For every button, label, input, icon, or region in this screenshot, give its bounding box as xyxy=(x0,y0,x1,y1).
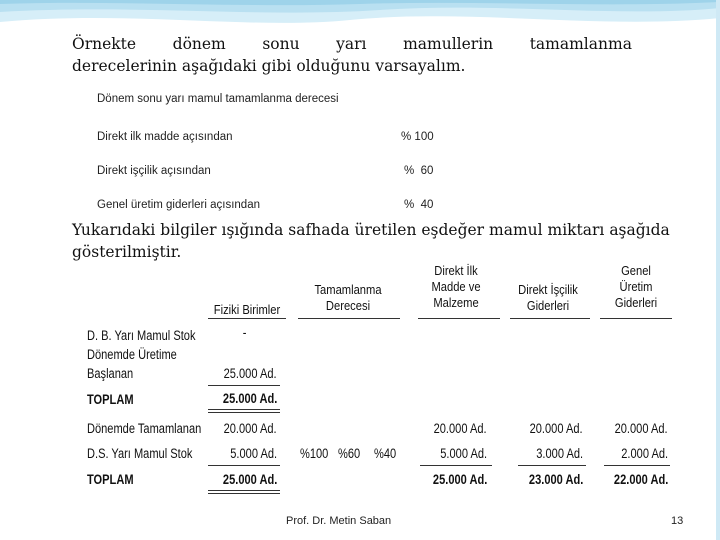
cell-db-fiziki: - xyxy=(242,325,246,340)
cell-ds-derece-3: %40 xyxy=(374,446,397,461)
right-border xyxy=(716,0,720,540)
paragraph-2: Yukarıdaki bilgiler ışığında safhada üretilen eşdeğer mamul miktarı aşağıda gösterilmiştir. xyxy=(72,221,670,261)
rule-fiziki-4a xyxy=(208,490,280,491)
rule-fiziki-2b xyxy=(208,412,280,413)
row-label-db: D. B. Yarı Mamul Stok xyxy=(87,328,196,343)
row-label-tamamlanan: Dönemde Tamamlanan xyxy=(87,421,202,436)
cell-tamam-dimm: 20.000 Ad. xyxy=(434,421,487,436)
rule-gug xyxy=(604,465,670,466)
header-rule-dimm xyxy=(418,318,500,319)
cell-ds-derece-2: %60 xyxy=(338,446,361,461)
degree-label-dimm: Direkt ilk madde açısından xyxy=(97,131,233,143)
header-rule-fiziki xyxy=(208,318,286,319)
degrees-title: Dönem sonu yarı mamul tamamlanma derecesi xyxy=(97,93,339,105)
degree-value-dimm: % 100 xyxy=(401,131,434,143)
intro-line-2: derecelerinin aşağıdaki gibi olduğunu varsayalım. xyxy=(72,57,466,75)
cell-toplam2-dig: 23.000 Ad. xyxy=(528,472,583,487)
rule-fiziki-1 xyxy=(208,385,280,386)
header-fiziki: Fiziki Birimler xyxy=(213,302,281,317)
cell-tamam-dig: 20.000 Ad. xyxy=(530,421,583,436)
cell-ds-fiziki: 5.000 Ad. xyxy=(230,446,277,461)
cell-ds-gug: 2.000 Ad. xyxy=(621,446,668,461)
intro-paragraph xyxy=(72,33,632,77)
cell-toplam2-gug: 22.000 Ad. xyxy=(613,472,668,487)
header-derece: Tamamlanma Derecesi xyxy=(314,282,382,313)
rule-fiziki-4b xyxy=(208,493,280,494)
header-rule-gug xyxy=(600,318,672,319)
row-label-toplam-1: TOPLAM xyxy=(87,392,134,407)
rule-dig xyxy=(518,465,586,466)
row-label-ds: D.S. Yarı Mamul Stok xyxy=(87,446,193,461)
header-rule-dig xyxy=(510,318,590,319)
row-label-uretime-2: Başlanan xyxy=(87,366,134,381)
degree-value-gug: % 40 xyxy=(404,199,434,211)
degree-label-dig: Direkt işçilik açısından xyxy=(97,165,211,177)
cell-uretime-fiziki: 25.000 Ad. xyxy=(224,366,277,381)
row-label-uretime-1: Dönemde Üretime xyxy=(87,347,177,362)
degree-value-dig: % 60 xyxy=(404,165,434,177)
rule-dimm xyxy=(420,465,492,466)
page-number: 13 xyxy=(671,515,684,527)
rule-fiziki-2a xyxy=(208,409,280,410)
cell-ds-derece-1: %100 xyxy=(300,446,329,461)
cell-ds-dig: 3.000 Ad. xyxy=(536,446,583,461)
cell-toplam2-fiziki: 25.000 Ad. xyxy=(222,472,277,487)
header-gug: Genel Üretim Giderleri xyxy=(614,263,658,310)
cell-toplam1-fiziki: 25.000 Ad. xyxy=(222,391,277,406)
row-label-toplam-2: TOPLAM xyxy=(87,472,134,487)
intro-line-1: Örnekte dönem sonu yarı mamullerin tamamlanma xyxy=(72,35,632,53)
degree-label-gug: Genel üretim giderleri açısından xyxy=(97,199,260,211)
header-dimm: Direkt İlk Madde ve Malzeme xyxy=(431,263,481,310)
cell-toplam2-dimm: 25.000 Ad. xyxy=(432,472,487,487)
cell-tamam-gug: 20.000 Ad. xyxy=(615,421,668,436)
header-rule-derece xyxy=(298,318,400,319)
footer-author: Prof. Dr. Metin Saban xyxy=(286,515,392,527)
rule-fiziki-3 xyxy=(208,465,280,466)
cell-tamam-fiziki: 20.000 Ad. xyxy=(224,421,277,436)
cell-ds-dimm: 5.000 Ad. xyxy=(440,446,487,461)
header-dig: Direkt İşçilik Giderleri xyxy=(518,282,578,313)
